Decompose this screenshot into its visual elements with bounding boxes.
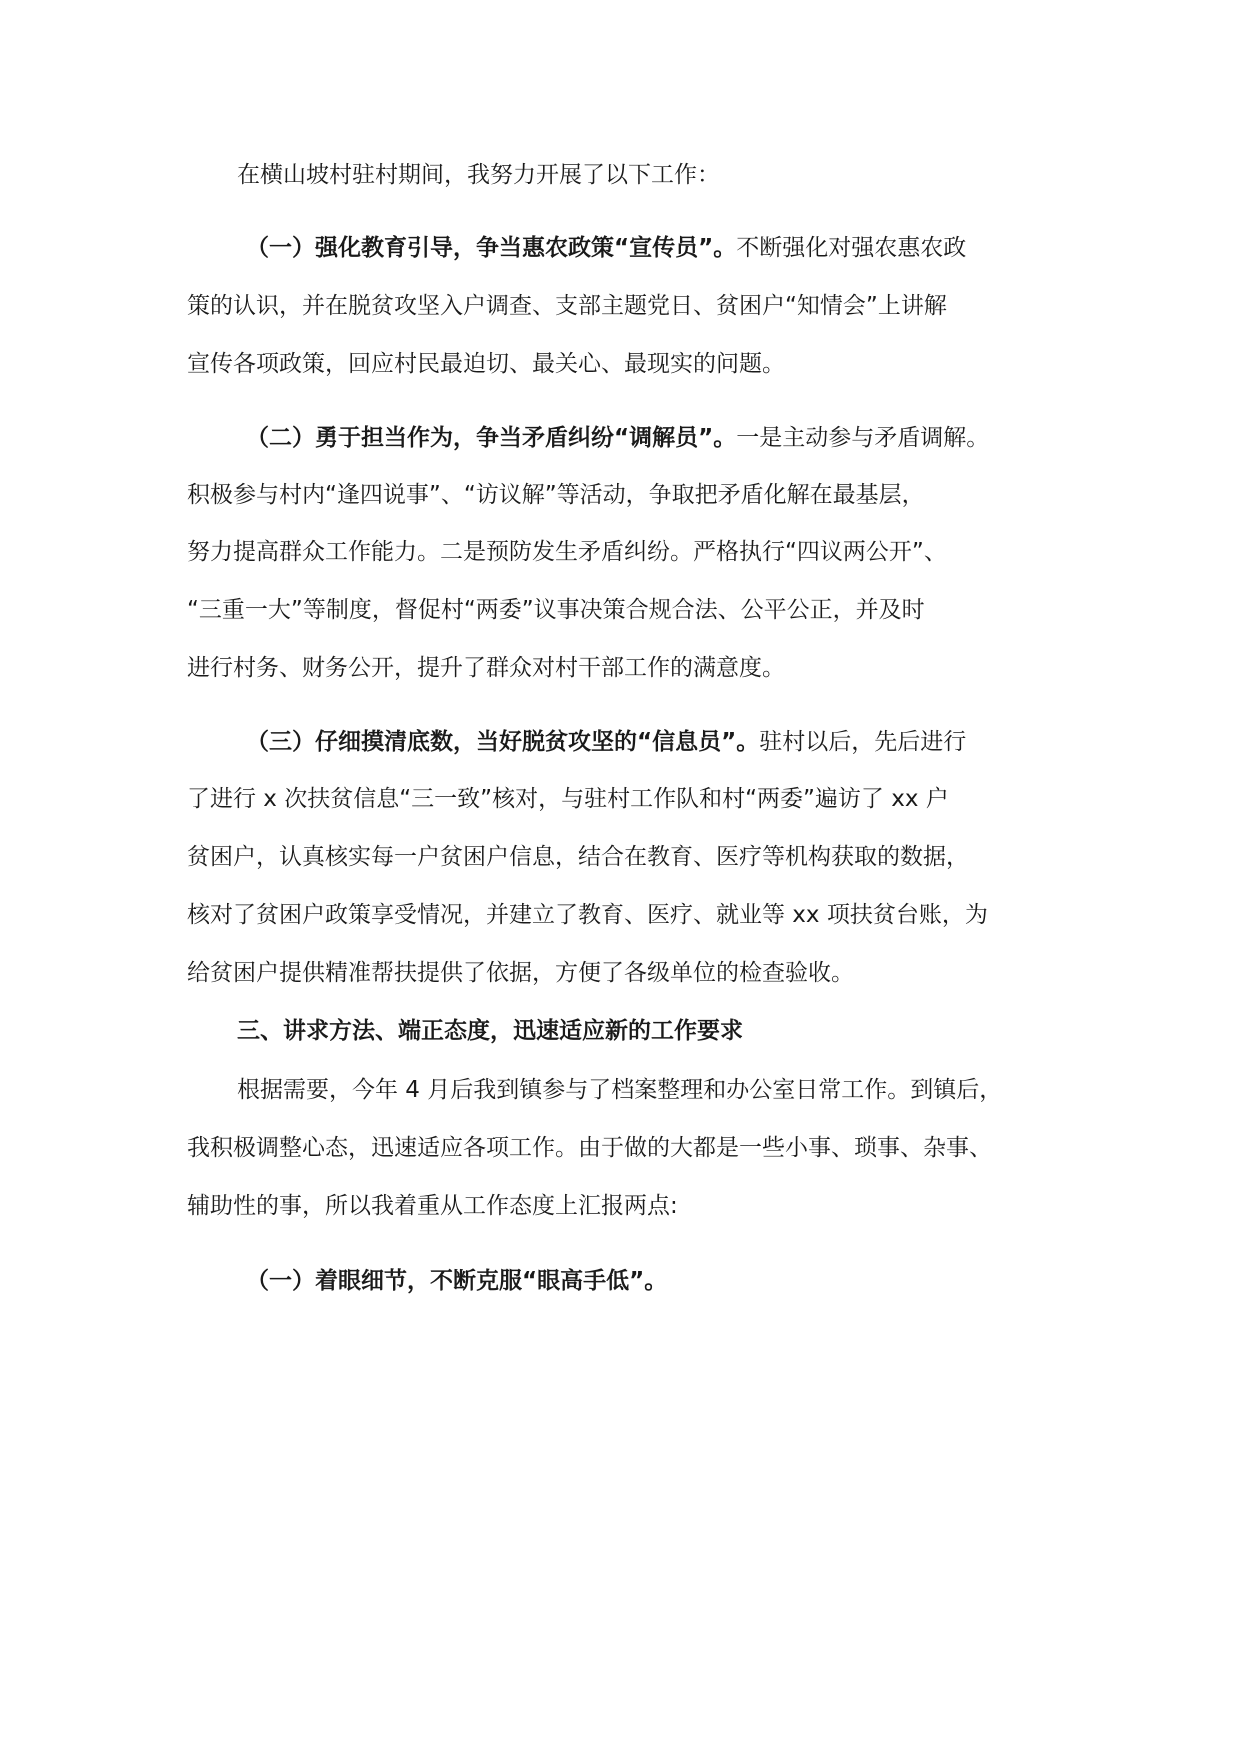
subsection-1-title: （一）强化教育引导，争当惠农政策“宣传员”。 (246, 235, 737, 261)
subsection-2-line-2: 积极参与村内“逢四说事”、“访议解”等活动，争取把矛盾化解在最基层， (187, 482, 925, 508)
subsection-1-text: 不断强化对强农惠农政 (736, 235, 967, 261)
subsection-3-line-4: 核对了贫困户政策享受情况，并建立了教育、医疗、就业等 xx 项扶贫台账，为 (187, 902, 988, 928)
subsection-2-line-5: 进行村务、财务公开，提升了群众对村干部工作的满意度。 (187, 655, 785, 681)
subsection-2-title: （二）勇于担当作为，争当矛盾纠纷“调解员”。 (246, 425, 737, 451)
section-3-heading: 三、讲求方法、端正态度，迅速适应新的工作要求 (237, 1018, 743, 1044)
subsection-1-first-line (246, 233, 1146, 263)
intro-paragraph: 在横山坡村驻村期间，我努力开展了以下工作： (237, 162, 720, 188)
paragraph-3-line-3: 辅助性的事，所以我着重从工作态度上汇报两点: (187, 1193, 678, 1219)
subsection-2-text: 一是主动参与矛盾调解。 (736, 425, 990, 451)
subsection-3-line-3: 贫困户，认真核实每一户贫困户信息，结合在教育、医疗等机构获取的数据， (187, 844, 969, 870)
subsection-1-line-2: 策的认识，并在脱贫攻坚入户调查、支部主题党日、贫困户“知情会”上讲解 (187, 293, 947, 319)
subsection-3-line-2: 了进行 x 次扶贫信息“三一致”核对，与驻村工作队和村“两委”遍访了 xx 户 (187, 786, 949, 812)
subsection-1-line-3: 宣传各项政策，回应村民最迫切、最关心、最现实的问题。 (187, 351, 785, 377)
subsection-3-title: （三）仔细摸清底数，当好脱贫攻坚的“信息员”。 (246, 729, 760, 755)
paragraph-3-line-2: 我积极调整心态，迅速适应各项工作。由于做的大都是一些小事、琐事、杂事、 (187, 1135, 992, 1161)
subsection-2-line-3: 努力提高群众工作能力。二是预防发生矛盾纠纷。严格执行“四议两公开”、 (187, 539, 947, 565)
subsection-3-first-line (246, 727, 1146, 757)
subsection-3-line-5: 给贫困户提供精准帮扶提供了依据，方便了各级单位的检查验收。 (187, 960, 854, 986)
subsection-3-text: 驻村以后，先后进行 (759, 729, 967, 755)
subsection-2-line-4: “三重一大”等制度，督促村“两委”议事决策合规合法、公平公正，并及时 (187, 597, 925, 623)
subsection-2-first-line (246, 423, 1146, 453)
paragraph-3-line-1: 根据需要，今年 4 月后我到镇参与了档案整理和办公室日常工作。到镇后， (237, 1077, 1003, 1103)
subsection-heading-attention-detail: （一）着眼细节，不断克服“眼高手低”。 (246, 1268, 668, 1294)
